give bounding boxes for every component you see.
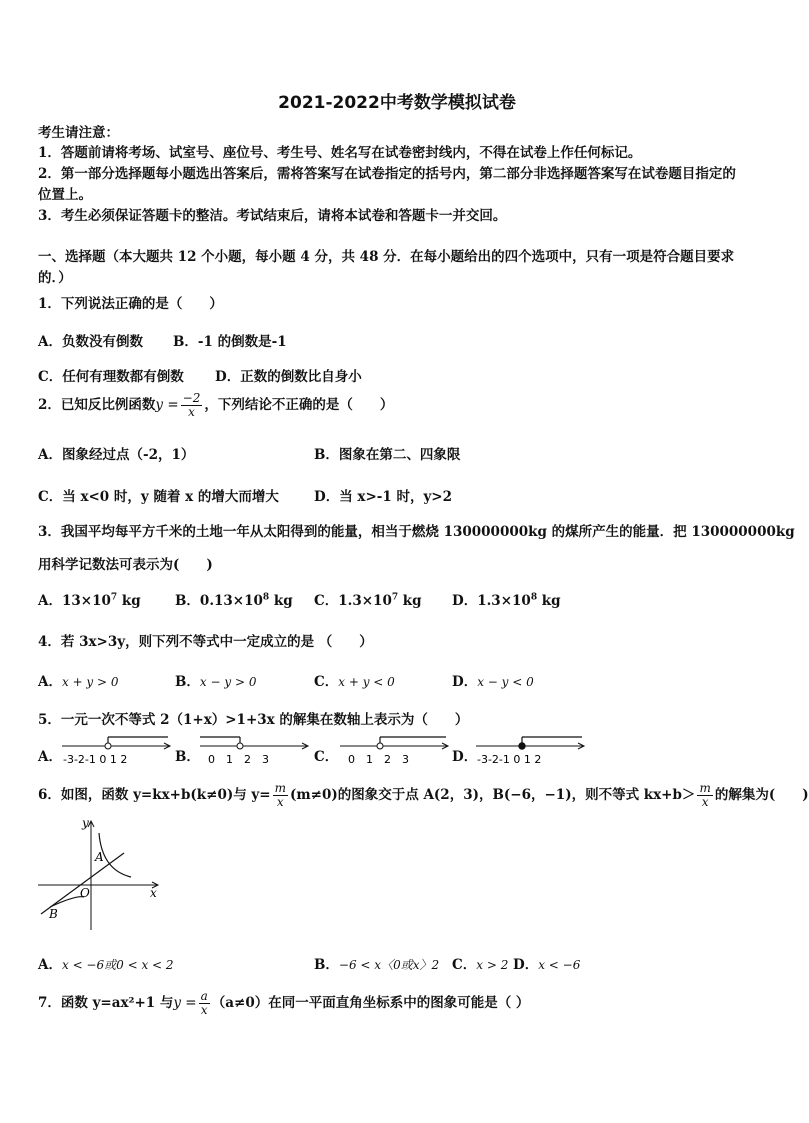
point-b-label: B (49, 907, 58, 921)
q6-option-b (314, 953, 439, 973)
q7-stem-pre: 7．函数 y=ax²+1 与 (38, 995, 174, 1011)
q4-b-label: B． (175, 674, 200, 690)
y-axis-label: y (82, 816, 89, 830)
q6-graph (36, 815, 166, 935)
q2-stem-post: ，下列结论不正确的是（ ） (204, 397, 394, 413)
q1-stem: 1．下列说法正确的是（ ） (38, 296, 223, 312)
q3-option-c (314, 589, 422, 609)
q3-a-base: 13×10 (61, 593, 111, 609)
q3-d-exp: 8 (530, 592, 538, 603)
q3-a-exp: 7 (110, 592, 118, 603)
q6-stem-post: 的解集为( ) (714, 787, 809, 803)
q3-c-base: 1.3×10 (338, 593, 392, 609)
section-heading-cont: 的．） (38, 270, 72, 286)
q6-a-label: A． (38, 957, 62, 973)
q5-stem: 5．一元一次不等式 2（1+x）>1+3x 的解集在数轴上表示为（ ） (38, 712, 469, 728)
q4-c-expr: x + y < 0 (338, 675, 395, 689)
q5-d-label: D． (452, 749, 478, 765)
q5-b-label: B． (175, 749, 200, 765)
q3-d-unit: kg (537, 593, 561, 609)
section-heading: 一、选择题（本大题共 12 个小题，每小题 4 分，共 48 分．在每小题给出的四个选项中，只有一项是符合题目要求 (38, 249, 735, 265)
q3-b-base: 0.13×10 (199, 593, 263, 609)
q3-stem: 3．我国平均每平方千米的土地一年从太阳得到的能量，相当于燃烧 130000000kg 的煤所产生的能量．把 130000000kg (38, 524, 795, 540)
page-title: 2021-2022中考数学模拟试卷 (278, 93, 516, 113)
q2-stem (38, 392, 393, 419)
q6-option-a (38, 953, 174, 973)
hyperbola-branch-q1 (99, 833, 131, 877)
q5-a-label: A． (38, 749, 62, 765)
q4-option-c (314, 670, 395, 690)
q2-stem-pre: 2．已知反比例函数 (38, 397, 156, 413)
q3-a-label: A． (38, 593, 62, 609)
q4-b-expr: x − y > 0 (199, 675, 257, 689)
q4-a-expr: x + y > 0 (61, 675, 119, 689)
q7-stem (38, 990, 529, 1017)
q6-stem-mid: (m≠0)的图象交于点 A(2，3)，B(−6，−1)，则不等式 kx+b＞ (289, 787, 696, 803)
q3-a-unit: kg (117, 593, 141, 609)
hyperbola-branch-q3 (50, 897, 84, 907)
notice-item-3: 3．考生必须保证答题卡的整洁。考试结束后，请将本试卷和答题卡一并交回。 (38, 208, 507, 224)
q4-option-d (452, 670, 534, 690)
q2-option-d: D．当 x>-1 时，y>2 (314, 489, 453, 505)
q6-d-expr: x < −6 (538, 958, 581, 972)
q3-d-base: 1.3×10 (477, 593, 531, 609)
q3-c-exp: 7 (391, 592, 399, 603)
q2-fraction (181, 392, 203, 419)
q5-c-label: C． (314, 749, 339, 765)
q5-a-ticks: -3-2-1 0 1 2 (63, 753, 128, 766)
q5-d-numberline (474, 733, 586, 767)
q6-frac1-num: m (274, 781, 286, 795)
q5-d-ticks: -3-2-1 0 1 2 (477, 753, 542, 766)
q3-b-exp: 8 (262, 592, 270, 603)
q3-c-unit: kg (398, 593, 422, 609)
notice-item-1: 1．答题前请将考场、试室号、座位号、考生号、姓名写在试卷密封线内，不得在试卷上作任何标记。 (38, 145, 642, 161)
q5-c-numberline (338, 733, 450, 767)
q2-frac-num: −2 (182, 391, 201, 405)
q6-option-d (513, 953, 580, 973)
q6-d-label: D． (513, 957, 539, 973)
q3-option-d (452, 589, 561, 609)
origin-label: O (80, 886, 90, 900)
q6-frac2-den: x (701, 795, 709, 809)
q4-c-label: C． (314, 674, 339, 690)
q5-a-numberline (60, 733, 172, 767)
q5-c-ticks: 0 1 2 3 (348, 753, 409, 766)
notice-item-2: 2．第一部分选择题每小题选出答案后，需将答案写在试卷指定的括号内，第二部分非选择题答案写在试卷题目指定的 (38, 166, 736, 182)
q3-option-b (175, 589, 293, 609)
point-a-label: A (95, 850, 104, 864)
q2-func-lhs: y = (155, 397, 179, 413)
q6-a-expr: x < −6或0 < x < 2 (61, 958, 174, 972)
q6-b-expr: −6 < x〈0或x〉2 (338, 958, 440, 972)
q4-stem: 4．若 3x>3y，则下列不等式中一定成立的是 （ ） (38, 634, 373, 650)
q3-stem-cont: 用科学记数法可表示为( ) (38, 557, 213, 573)
q3-d-label: D． (452, 593, 478, 609)
q4-option-b (175, 670, 256, 690)
q5-b-ticks: 0 1 2 3 (208, 753, 269, 766)
q7-func-lhs: y = (173, 995, 197, 1011)
q6-option-c (452, 953, 508, 973)
q7-frac-num: a (200, 989, 208, 1003)
q1-option-b: B．-1 的倒数是-1 (173, 334, 287, 350)
notice-item-2-cont: 位置上。 (38, 187, 92, 203)
q4-d-label: D． (452, 674, 478, 690)
q2-option-a: A．图象经过点（-2，1） (38, 447, 195, 463)
q6-c-expr: x > 2 (476, 958, 509, 972)
q6-stem (38, 782, 809, 809)
q6-c-label: C． (452, 957, 477, 973)
q3-b-label: B． (175, 593, 200, 609)
q4-option-a (38, 670, 119, 690)
q7-stem-post: （a≠0）在同一平面直角坐标系中的图象可能是（ ） (211, 995, 530, 1011)
q6-b-label: B． (314, 957, 339, 973)
q4-d-expr: x − y < 0 (477, 675, 534, 689)
q3-c-label: C． (314, 593, 339, 609)
q5-b-numberline (198, 733, 310, 767)
x-axis-label: x (150, 886, 157, 900)
q1-option-d: D．正数的倒数比自身小 (215, 369, 362, 385)
q2-option-b: B．图象在第二、四象限 (314, 447, 461, 463)
q1-option-c: C．任何有理数都有倒数 (38, 369, 184, 385)
q3-b-unit: kg (269, 593, 293, 609)
q6-frac1-den: x (276, 795, 284, 809)
q1-option-a: A．负数没有倒数 (38, 334, 143, 350)
q6-fraction-1 (273, 782, 288, 809)
q2-option-c: C．当 x<0 时，y 随着 x 的增大而增大 (38, 489, 279, 505)
q6-fraction-2 (697, 782, 712, 809)
notice-heading: 考生请注意： (38, 125, 119, 141)
q6-stem-pre: 6．如图，函数 y=kx+b(k≠0)与 y= (38, 787, 271, 803)
q7-frac-den: x (200, 1003, 208, 1017)
q7-fraction (199, 990, 210, 1017)
line-graph (41, 853, 124, 914)
q3-option-a (38, 589, 141, 609)
q2-frac-den: x (188, 405, 195, 419)
q6-frac2-num: m (699, 781, 711, 795)
q4-a-label: A． (38, 674, 62, 690)
